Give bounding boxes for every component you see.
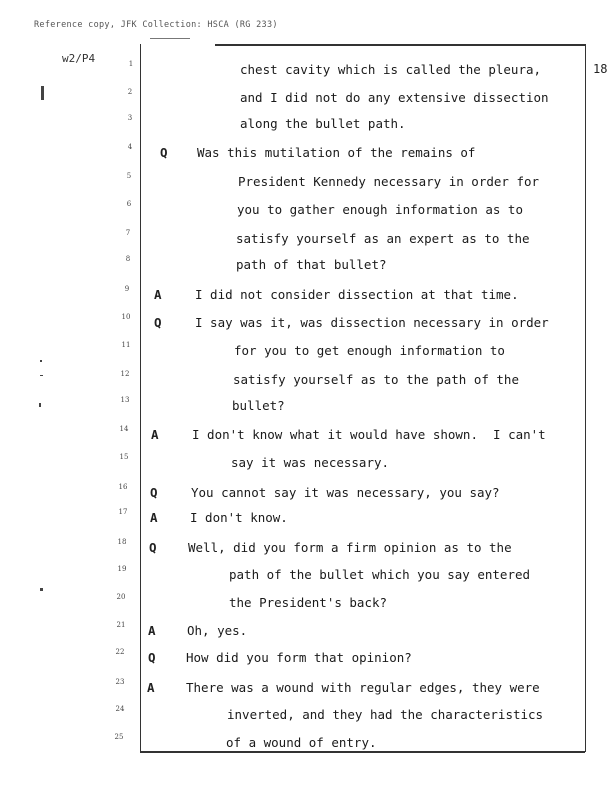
transcript-line — [0, 372, 612, 392]
speaker-label: Q — [149, 540, 157, 555]
line-number: 12 — [120, 370, 130, 378]
transcript-line — [0, 485, 612, 505]
line-text: I did not consider dissection at that time. — [195, 287, 519, 302]
transcript-line — [0, 567, 612, 587]
line-text: President Kennedy necessary in order for — [238, 174, 540, 189]
transcript-line — [0, 231, 612, 251]
transcript-line — [0, 707, 612, 727]
line-number: 13 — [120, 396, 130, 404]
speaker-label: A — [151, 427, 159, 442]
line-number: 24 — [115, 705, 125, 713]
line-text: inverted, and they had the characteristics — [227, 707, 544, 722]
line-text: of a wound of entry. — [226, 735, 377, 750]
speaker-label: A — [148, 623, 156, 638]
line-text: There was a wound with regular edges, they were — [186, 680, 540, 695]
line-text: Was this mutilation of the remains of — [197, 145, 476, 160]
transcript-line — [0, 90, 612, 110]
line-number: 4 — [127, 143, 133, 151]
page-code: w2/P4 — [62, 52, 96, 65]
line-text: you to gather enough information as to — [237, 202, 523, 217]
transcript-line — [0, 680, 612, 700]
line-number: 7 — [125, 229, 131, 237]
transcript-line — [0, 343, 612, 363]
transcript-line — [0, 623, 612, 643]
line-number: 9 — [124, 285, 130, 293]
transcript-line — [0, 145, 612, 165]
speaker-label: A — [147, 680, 155, 695]
line-number: 25 — [114, 733, 124, 741]
line-text: bullet? — [232, 398, 285, 413]
line-text: satisfy yourself as to the path of the — [233, 372, 519, 387]
transcript-line — [0, 595, 612, 615]
line-number: 22 — [115, 648, 125, 656]
line-number: 5 — [126, 172, 132, 180]
speaker-label: Q — [160, 145, 168, 160]
line-number: 20 — [116, 593, 126, 601]
line-text: I say was it, was dissection necessary in order — [195, 315, 549, 330]
line-number: 2 — [127, 88, 133, 96]
line-text: Well, did you form a firm opinion as to the — [188, 540, 512, 555]
line-text: and I did not do any extensive dissection — [240, 90, 549, 105]
line-text: I don't know. — [190, 510, 288, 525]
margin-mark — [40, 588, 43, 591]
transcript-line — [0, 735, 612, 755]
speaker-label: Q — [148, 650, 156, 665]
line-text: path of that bullet? — [236, 257, 387, 272]
line-text: for you to get enough information to — [234, 343, 505, 358]
transcript-line — [0, 650, 612, 670]
line-text: Oh, yes. — [187, 623, 248, 638]
line-number: 1 — [128, 60, 134, 68]
line-number: 19 — [117, 565, 127, 573]
line-number: 15 — [119, 453, 129, 461]
line-number: 6 — [126, 200, 132, 208]
transcript-line — [0, 540, 612, 560]
line-text: the President's back? — [229, 595, 388, 610]
transcript-line — [0, 287, 612, 307]
transcript-line — [0, 315, 612, 335]
line-text: along the bullet path. — [240, 116, 406, 131]
transcript-line — [0, 427, 612, 447]
transcript-line — [0, 257, 612, 277]
header-reference-copy: Reference copy, JFK Collection: HSCA (RG 233) — [34, 20, 278, 30]
line-text: satisfy yourself as an expert as to the — [236, 231, 530, 246]
line-number: 10 — [121, 313, 131, 321]
line-number: 17 — [118, 508, 128, 516]
line-number: 16 — [118, 483, 128, 491]
transcript-line — [0, 62, 612, 82]
line-number: 11 — [121, 341, 131, 349]
line-text: How did you form that opinion? — [186, 650, 412, 665]
speaker-label: A — [150, 510, 158, 525]
transcript-line — [0, 202, 612, 222]
speaker-label: A — [154, 287, 162, 302]
line-number: 18 — [117, 538, 127, 546]
line-text: say it was necessary. — [231, 455, 390, 470]
line-text: I don't know what it would have shown. I can't — [192, 427, 546, 442]
speaker-label: Q — [154, 315, 162, 330]
line-number: 8 — [125, 255, 131, 263]
line-number: 3 — [127, 114, 133, 122]
transcript-line — [0, 174, 612, 194]
line-text: You cannot say it was necessary, you say? — [191, 485, 500, 500]
line-number: 14 — [119, 425, 129, 433]
line-text: path of the bullet which you say entered — [229, 567, 531, 582]
speaker-label: Q — [150, 485, 158, 500]
transcript-line — [0, 116, 612, 136]
transcript-line — [0, 510, 612, 530]
header-rule — [150, 38, 190, 39]
transcript-line — [0, 455, 612, 475]
page-number: 18 — [593, 62, 608, 76]
transcript-line — [0, 398, 612, 418]
line-text: chest cavity which is called the pleura, — [240, 62, 542, 77]
transcript-frame-top — [215, 44, 585, 46]
line-number: 23 — [115, 678, 125, 686]
line-number: 21 — [116, 621, 126, 629]
